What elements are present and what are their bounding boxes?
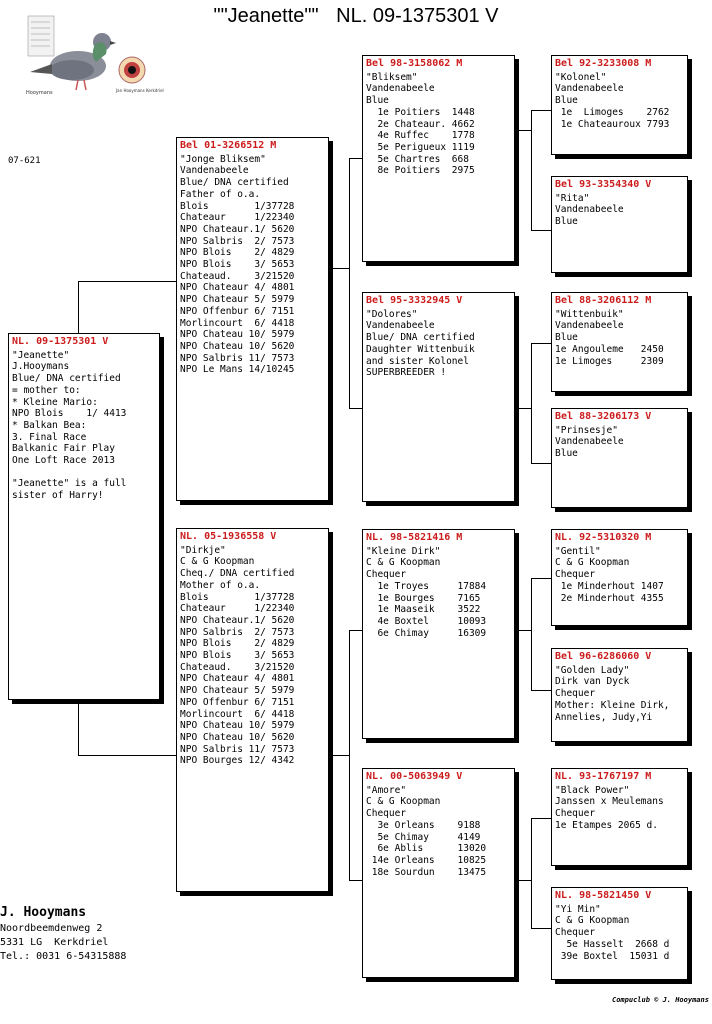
card-line: 1e Limoges 2309 — [555, 355, 664, 367]
card-ss-dam — [551, 176, 688, 273]
connector — [531, 110, 551, 111]
logo-caption-right: Jan Hooymans Kerkdriel — [116, 88, 164, 93]
connector — [349, 408, 362, 409]
card-dam — [176, 528, 329, 892]
card-line: NPO Chateaur.1/ 5620 — [180, 614, 295, 626]
card-line: 1e Angouleme 2450 — [555, 343, 664, 355]
card-line: "Rita" — [555, 192, 590, 204]
card-sd-sire — [551, 292, 688, 392]
card-line: 5e Perigueux 1119 — [366, 141, 475, 153]
connector — [531, 463, 551, 464]
card-line: Chequer — [555, 927, 596, 939]
card-line: Blue — [366, 95, 389, 107]
card-line: 3e Orleans 9188 — [366, 819, 481, 831]
owner-street: Noordbeemdenweg 2 — [0, 923, 103, 934]
card-line: "Jeanette" — [12, 349, 70, 361]
connector — [329, 755, 349, 756]
card-sire-sire — [362, 55, 515, 262]
card-line: NPO Blois 1/ 4413 — [12, 408, 127, 420]
connector — [515, 880, 531, 881]
ring-number: Bel 92-3233008 M — [555, 58, 652, 69]
card-line: NPO Salbris 2/ 7573 — [180, 235, 295, 247]
card-line: * Balkan Bea: — [12, 419, 87, 431]
card-sire — [176, 137, 329, 501]
card-line: 5e Hasselt 2668 d — [555, 938, 670, 950]
card-line: Vandenabeele — [555, 204, 624, 216]
card-line: "Bliksem" — [366, 71, 418, 83]
card-line: Chateaud. 3/21520 — [180, 270, 295, 282]
card-line: * Kleine Mario: — [12, 396, 98, 408]
card-line: 1e Bourges 7165 — [366, 592, 481, 604]
card-line: C & G Koopman — [366, 557, 441, 569]
card-line: NPO Chateaur.1/ 5620 — [180, 223, 295, 235]
card-line: and sister Kolonel — [366, 355, 469, 367]
card-line: Blue — [555, 332, 578, 344]
card-line: = mother to: — [12, 384, 81, 396]
card-line: Blois 1/37728 — [180, 200, 295, 212]
card-line: Chateaur 1/22340 — [180, 603, 295, 615]
card-line: Blue/ DNA certified — [366, 332, 475, 344]
owner-city: 5331 LG Kerkdriel — [0, 937, 109, 948]
card-line: NPO Chateau 10/ 5620 — [180, 340, 295, 352]
card-line: "Jeanette" is a full — [12, 478, 127, 490]
connector — [349, 630, 350, 880]
card-line — [12, 467, 156, 479]
connector — [349, 158, 350, 408]
pigeon-logo-icon — [20, 14, 164, 104]
card-line: 1e Chateauroux 7793 — [555, 118, 670, 130]
card-line: Blue — [555, 448, 578, 460]
footer-credit: Compuclub © J. Hooymans — [612, 996, 709, 1004]
connector — [515, 630, 531, 631]
card-line: NPO Offenbur 6/ 7151 — [180, 305, 295, 317]
card-line: NPO Bourges 12/ 4342 — [180, 755, 295, 767]
owner-name: J. Hooymans — [0, 905, 87, 920]
card-line: Vandenabeele — [366, 320, 435, 332]
card-line: Blue — [555, 95, 578, 107]
card-line: sister of Harry! — [12, 490, 104, 502]
connector — [531, 343, 532, 463]
card-ss-sire — [551, 55, 688, 155]
connector — [531, 578, 551, 579]
ring-number: NL. 93-1767197 M — [555, 771, 652, 782]
card-line: 1e Poitiers 1448 — [366, 106, 475, 118]
card-line: NPO Blois 2/ 4829 — [180, 638, 295, 650]
card-line: 5e Chartres 668 — [366, 153, 469, 165]
card-line: Mother: Kleine Dirk, — [555, 699, 670, 711]
connector — [349, 630, 362, 631]
ring-number: NL. 00-5063949 V — [366, 771, 463, 782]
connector — [78, 281, 176, 282]
card-line: Daughter Wittenbuik — [366, 343, 475, 355]
connector — [531, 578, 532, 690]
card-line: Balkanic Fair Play — [12, 443, 115, 455]
owner-tel: Tel.: 0031 6-54315888 — [0, 951, 127, 962]
card-line: Chequer — [366, 808, 407, 820]
card-line: Morlincourt 6/ 4418 — [180, 708, 295, 720]
card-line: Chequer — [555, 569, 596, 581]
card-line: Vandenabeele — [555, 320, 624, 332]
card-line: "Dirkje" — [180, 544, 226, 556]
card-line: "Kolonel" — [555, 71, 607, 83]
card-line: Dirk van Dyck — [555, 676, 630, 688]
card-line: "Golden Lady" — [555, 664, 630, 676]
card-line: C & G Koopman — [180, 556, 255, 568]
card-line: 14e Orleans 10825 — [366, 854, 487, 866]
ring-number: NL. 05-1936558 V — [180, 531, 277, 542]
card-ds-sire — [551, 529, 688, 626]
connector — [78, 755, 176, 756]
card-line: 5e Chimay 4149 — [366, 831, 481, 843]
card-line: "Kleine Dirk" — [366, 545, 441, 557]
card-line: Chateaud. 3/21520 — [180, 661, 295, 673]
card-line: NPO Chateau 10/ 5979 — [180, 720, 295, 732]
card-line: Vandenabeele — [555, 436, 624, 448]
ring-number: Bel 98-3158062 M — [366, 58, 463, 69]
card-line: 2e Chateaur. 4662 — [366, 118, 475, 130]
card-line: "Jonge Bliksem" — [180, 153, 266, 165]
card-line: C & G Koopman — [555, 557, 630, 569]
card-line: "Yi Min" — [555, 903, 601, 915]
card-line: 2e Minderhout 4355 — [555, 592, 664, 604]
card-sire-dam — [362, 292, 515, 502]
title-ring: NL. 09-1375301 V — [336, 5, 499, 27]
card-line: NPO Salbris 11/ 7573 — [180, 743, 295, 755]
card-line: Blois 1/37728 — [180, 591, 295, 603]
card-line: NPO Chateau 10/ 5620 — [180, 731, 295, 743]
connector — [349, 880, 362, 881]
card-line: "Wittenbuik" — [555, 308, 624, 320]
card-line: C & G Koopman — [366, 796, 441, 808]
connector — [531, 818, 532, 928]
card-line: 1e Troyes 17884 — [366, 580, 487, 592]
connector — [531, 690, 551, 691]
connector — [78, 281, 79, 335]
ring-number: NL. 92-5310320 M — [555, 532, 652, 543]
card-line: NPO Offenbur 6/ 7151 — [180, 696, 295, 708]
card-line: 18e Sourdun 13475 — [366, 866, 487, 878]
card-line: 6e Ablis 13020 — [366, 843, 487, 855]
card-line: SUPERBREEDER ! — [366, 367, 447, 379]
card-line: Chateaur 1/22340 — [180, 212, 295, 224]
ring-number: NL. 98-5821416 M — [366, 532, 463, 543]
card-line: One Loft Race 2013 — [12, 455, 115, 467]
card-line: Blue/ DNA certified — [12, 373, 121, 385]
connector — [78, 700, 79, 755]
owner-block — [0, 906, 126, 964]
ring-number: Bel 01-3266512 M — [180, 140, 277, 151]
card-line: 1e Limoges 2762 — [555, 106, 670, 118]
ring-number: Bel 88-3206112 M — [555, 295, 652, 306]
logo-caption-left: Hooymans — [26, 90, 53, 96]
card-line: Vandenabeele — [555, 83, 624, 95]
connector — [515, 408, 531, 409]
connector — [515, 130, 531, 131]
card-line: "Black Power" — [555, 784, 630, 796]
card-line: "Dolores" — [366, 308, 418, 320]
card-line: 8e Poitiers 2975 — [366, 165, 475, 177]
card-line: NPO Le Mans 14/10245 — [180, 364, 295, 376]
ring-number: Bel 88-3206173 V — [555, 411, 652, 422]
connector — [349, 158, 362, 159]
card-line: C & G Koopman — [555, 915, 630, 927]
card-line: Mother of o.a. — [180, 579, 261, 591]
card-line: Morlincourt 6/ 4418 — [180, 317, 295, 329]
card-line: 4e Boxtel 10093 — [366, 615, 487, 627]
card-line: NPO Salbris 11/ 7573 — [180, 352, 295, 364]
card-line: 1e Etampes 2065 d. — [555, 819, 658, 831]
card-dd-sire — [551, 768, 688, 866]
card-ds-dam — [551, 648, 688, 742]
card-line: 1e Minderhout 1407 — [555, 580, 664, 592]
card-dd-dam — [551, 887, 688, 980]
ring-number: NL. 98-5821450 V — [555, 890, 652, 901]
card-line: NPO Chateau 10/ 5979 — [180, 329, 295, 341]
card-line: NPO Blois 3/ 5653 — [180, 259, 295, 271]
card-line: 39e Boxtel 15031 d — [555, 950, 670, 962]
card-line: "Gentil" — [555, 545, 601, 557]
ring-number: Bel 93-3354340 V — [555, 179, 652, 190]
connector — [531, 928, 551, 929]
connector — [531, 343, 551, 344]
card-line: NPO Chateaur 4/ 4801 — [180, 282, 295, 294]
card-line: 6e Chimay 16309 — [366, 627, 487, 639]
card-line: Janssen x Meulemans — [555, 796, 664, 808]
connector — [531, 230, 551, 231]
ring-number: NL. 09-1375301 V — [12, 336, 109, 347]
connector — [531, 110, 532, 230]
card-sd-dam — [551, 408, 688, 508]
card-line: Blue/ DNA certified — [180, 177, 289, 189]
card-line: NPO Salbris 2/ 7573 — [180, 626, 295, 638]
card-line: Vandenabeele — [366, 83, 435, 95]
card-line: NPO Chateaur 4/ 4801 — [180, 673, 295, 685]
ring-number: Bel 95-3332945 V — [366, 295, 463, 306]
card-line: Chequer — [366, 569, 407, 581]
card-line: 4e Ruffec 1778 — [366, 130, 475, 142]
card-line: J.Hooymans — [12, 361, 70, 373]
club-logo — [20, 14, 164, 104]
card-line: NPO Blois 2/ 4829 — [180, 247, 295, 259]
pedigree-code: 07-621 — [8, 156, 41, 166]
card-line: Annelies, Judy,Yi — [555, 711, 653, 723]
card-line: Cheq./ DNA certified — [180, 568, 295, 580]
card-line: Father of o.a. — [180, 188, 261, 200]
card-line: Blue — [555, 216, 578, 228]
card-line: 1e Maaseik 3522 — [366, 604, 481, 616]
card-subject — [8, 333, 160, 700]
card-line: Chequer — [555, 808, 596, 820]
card-line: "Amore" — [366, 784, 407, 796]
connector — [531, 818, 551, 819]
card-line: NPO Blois 3/ 5653 — [180, 650, 295, 662]
card-line: Chequer — [555, 688, 596, 700]
card-dam-dam — [362, 768, 515, 978]
card-line: 3. Final Race — [12, 431, 87, 443]
card-line: Vandenabeele — [180, 165, 249, 177]
title-name: ""Jeanette"" — [213, 5, 319, 27]
card-line: NPO Chateaur 5/ 5979 — [180, 685, 295, 697]
card-line: NPO Chateaur 5/ 5979 — [180, 294, 295, 306]
connector — [329, 268, 349, 269]
ring-number: Bel 96-6286060 V — [555, 651, 652, 662]
card-line: "Prinsesje" — [555, 424, 618, 436]
card-dam-sire — [362, 529, 515, 739]
